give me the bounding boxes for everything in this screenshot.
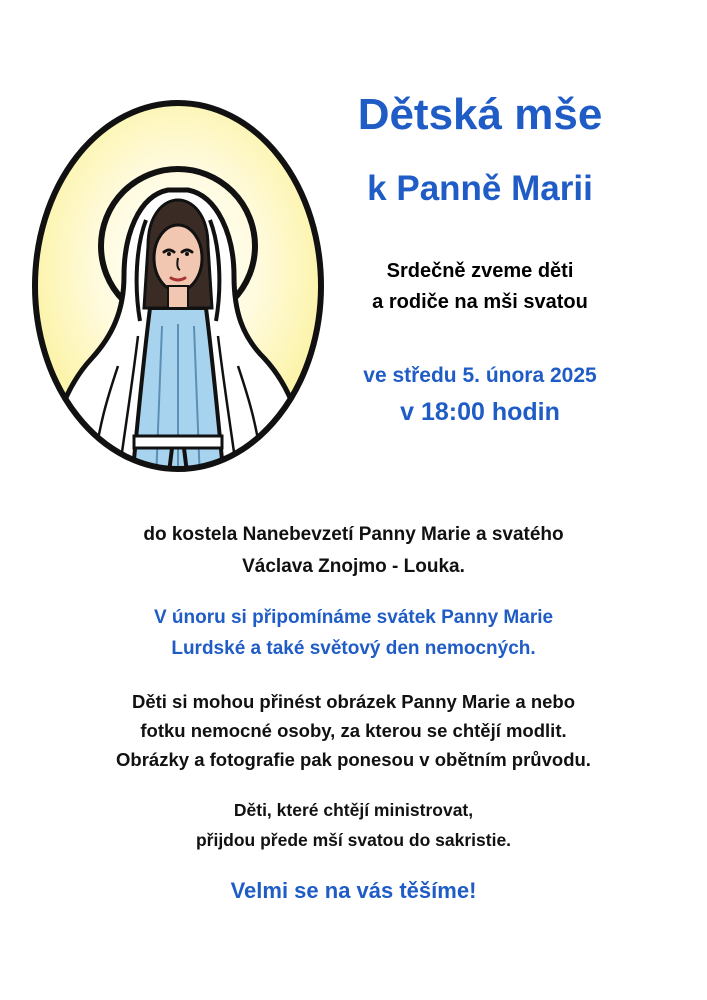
invitation-line: a rodiče na mši svatou (372, 291, 588, 313)
page-title: Dětská mše (357, 90, 603, 139)
instructions-line: Děti si mohou přinést obrázek Panny Marie a nebo (131, 691, 576, 712)
invitation-text (335, 256, 625, 318)
location-text (40, 519, 667, 583)
invitation-line: Srdečně zveme děti (386, 260, 574, 282)
occasion-text (40, 602, 667, 664)
event-date: ve středu 5. února 2025 (363, 364, 597, 387)
occasion-line: V únoru si připomínáme svátek Panny Marie (153, 607, 554, 628)
location-line: Václava Znojmo - Louka. (242, 556, 465, 577)
instructions-line: fotku nemocné osoby, za kterou se chtějí modlit. (140, 720, 567, 741)
instructions-text (40, 687, 667, 774)
page-subtitle: k Panně Marii (367, 169, 593, 208)
location-line: do kostela Nanebevzetí Panny Marie a svatého (143, 524, 564, 545)
altar-servers-line: Děti, které chtějí ministrovat, (233, 800, 474, 820)
instructions-line: Obrázky a fotografie pak ponesou v obětním průvodu. (116, 749, 591, 770)
altar-servers-text (40, 795, 667, 855)
virgin-mary-illustration (28, 96, 328, 476)
closing-text: Velmi se na vás těšíme! (230, 878, 477, 903)
occasion-line: Lurdské a také světový den nemocných. (171, 638, 536, 659)
altar-servers-line: přijdou přede mší svatou do sakristie. (195, 830, 512, 850)
event-time: v 18:00 hodin (400, 398, 560, 426)
